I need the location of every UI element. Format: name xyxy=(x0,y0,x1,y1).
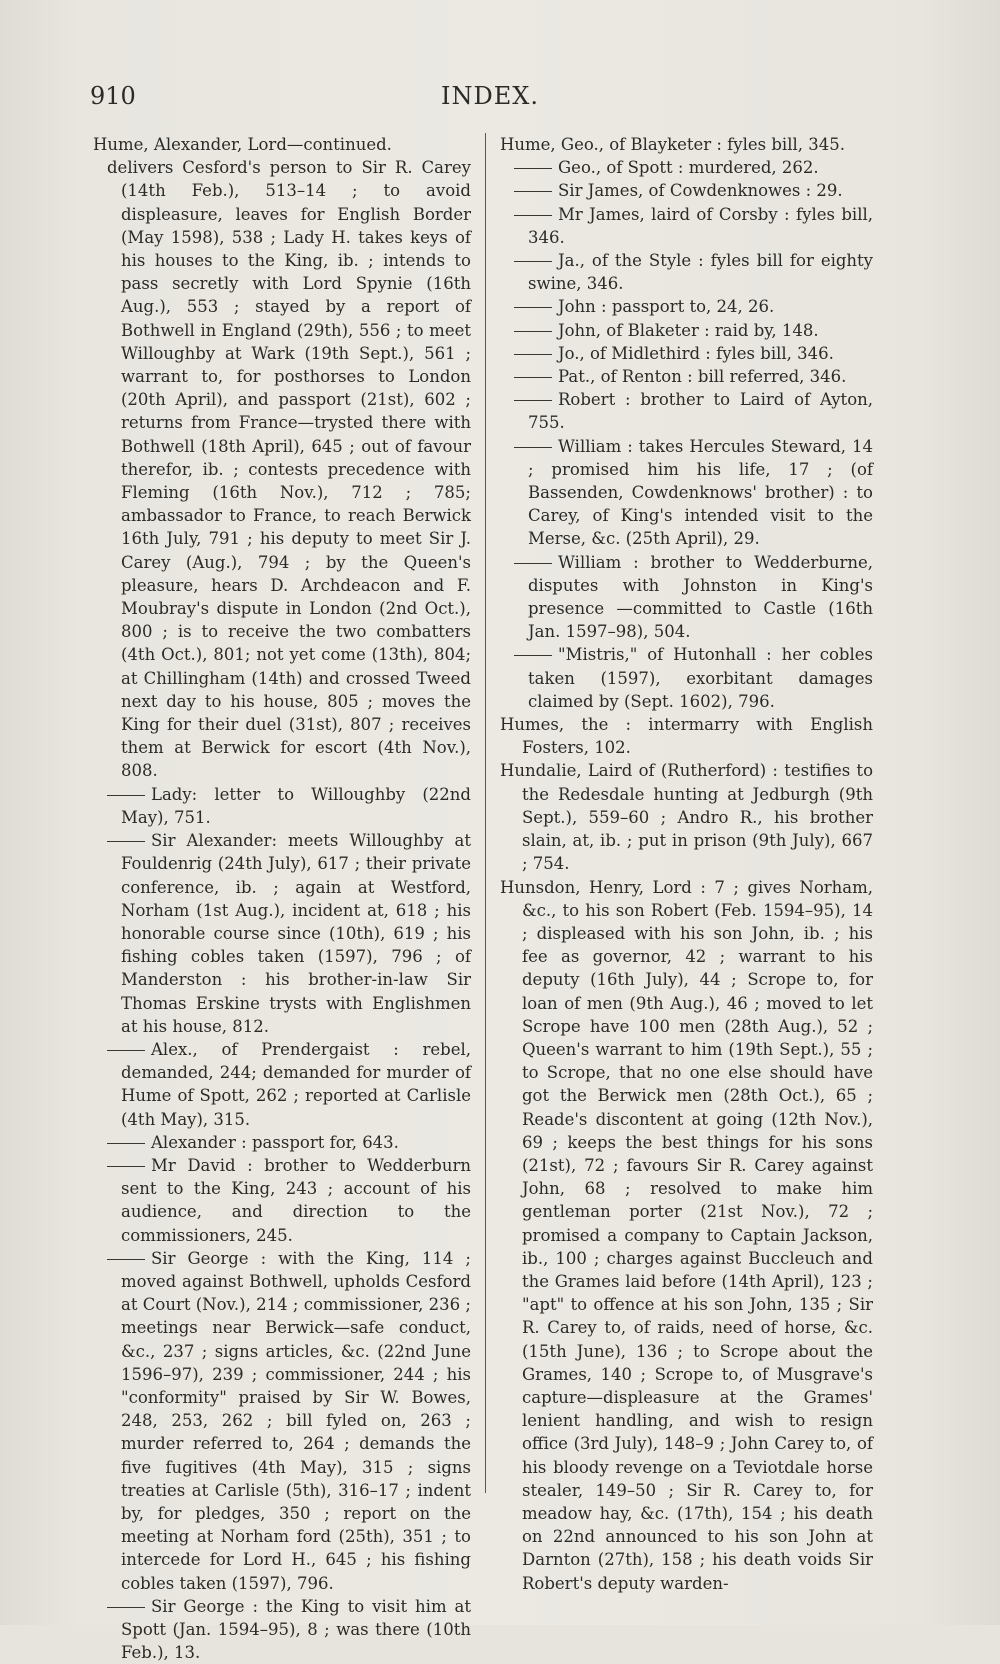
index-entry xyxy=(93,156,471,782)
index-entry-text: Sir James, of Cowdenknowes : 29. xyxy=(558,181,843,201)
index-entry-text: Jo., of Midlethird : fyles bill, 346. xyxy=(558,343,834,363)
index-entry-text: Hunsdon, Henry, Lord : 7 ; gives Norham, &c., to his son Robert (Feb. 1594–95), 14 ; displeased with his son John, ib. ; his fee as governor, 42 ; warrant to his deputy (16th July), 44 ; Scrope to, for loan of men (9th Aug.), 46 ; moved to let Scrope have 100 men (28th Aug.), 52 ; Queen's warrant to him (19th Sept.), 55 ; to Scrope, that no one else should have got the Berwick men (28th Oct.), 65 ; Reade's discontent at going (12th Nov.), 69 ; keeps the best things for his sons (21st), 72 ; favours Sir R. Carey against John, 68 ; resolved to make him gentleman porter (21st Nov.), 72 ; promised a company to Captain Jackson, ib., 100 ; charges against Buccleuch and the Grames laid before (14th April), 123 ; "apt" to offence at his son John, 135 ; Sir R. Carey to, of raids, need of horse, &c. (15th June), 136 ; to Scrope about the Grames, 140 ; Scrope to, of Musgrave's capture—displeasure at the Grames' lenient handling, and wish to resign office (3rd July), 148–9 ; John Carey to, of his bloody revenge on a Teviotdale horse stealer, 149–50 ; Sir R. Carey to, for meadow hay, &c. (17th), 154 ; his death on 22nd announced to his son John at Darnton (27th), 158 ; his death voids Sir Robert's deputy warden- xyxy=(500,877,873,1593)
left-column xyxy=(93,133,471,1664)
index-entry xyxy=(500,295,873,318)
index-entry xyxy=(93,783,471,829)
index-entry xyxy=(500,365,873,388)
index-entry-text: Hume, Geo., of Blayketer : fyles bill, 345. xyxy=(500,135,845,154)
right-column xyxy=(500,133,873,1595)
index-entry-text: William : takes Hercules Steward, 14 ; promised him his life, 17 ; (of Bassenden, Cowdenknows' brother) : to Carey, of King's intended visit to the Merse, &c. (25th April), 29. xyxy=(528,436,873,549)
index-entry xyxy=(93,1131,471,1154)
column-divider xyxy=(485,133,486,1493)
index-entry xyxy=(93,133,471,156)
index-entry-text: delivers Cesford's person to Sir R. Carey (14th Feb.), 513–14 ; to avoid displeasure, leaves for English Border (May 1598), 538 ; Lady H. takes keys of his houses to the King, ib. ; intends to pass secretly with Lord Spynie (16th Aug.), 553 ; stayed by a report of Bothwell in England (29th), 556 ; to meet Willoughby at Wark (19th Sept.), 561 ; warrant to, for posthorses to London (20th April), and passport (21st), 602 ; returns from France—trysted there with Bothwell (18th April), 645 ; out of favour therefor, ib. ; contests precedence with Fleming (16th Nov.), 712 ; 785; ambassador to France, to reach Berwick 16th July, 791 ; his deputy to meet Sir J. Carey (Aug.), 794 ; by the Queen's pleasure, hears D. Archdeacon and F. Moubray's dispute in London (2nd Oct.), 800 ; is to receive the two combatters (4th Oct.), 801; not yet come (13th), 804; at Chillingham (14th) and crossed Tweed next day to his house, 805 ; moves the King for their duel (31st), 807 ; receives them at Berwick for escort (4th Nov.), 808. xyxy=(107,158,471,781)
ditto-dash xyxy=(514,400,552,401)
index-entry xyxy=(500,551,873,644)
index-entry-text: Pat., of Renton : bill referred, 346. xyxy=(558,367,847,387)
index-entry xyxy=(500,342,873,365)
index-entry xyxy=(500,319,873,342)
ditto-dash xyxy=(107,1259,145,1260)
index-entry-text: Lady: letter to Willoughby (22nd May), 751. xyxy=(121,784,471,827)
index-entry-text: John, of Blaketer : raid by, 148. xyxy=(558,320,819,340)
index-entry-text: Ja., of the Style : fyles bill for eighty swine, 346. xyxy=(528,251,873,294)
index-entry-text: Robert : brother to Laird of Ayton, 755. xyxy=(528,390,873,433)
index-entry-text: Hundalie, Laird of (Rutherford) : testifies to the Redesdale hunting at Jedburgh (9th Sept.), 559–60 ; Andro R., his brother slain, at, ib. ; put in prison (9th July), 667 ; 754. xyxy=(500,761,873,874)
index-entry xyxy=(93,1595,471,1664)
index-entry xyxy=(500,179,873,202)
index-entry xyxy=(93,1038,471,1131)
ditto-dash xyxy=(107,1607,145,1608)
index-entry-text: Sir George : with the King, 114 ; moved against Bothwell, upholds Cesford at Court (Nov.), 214 ; commissioner, 236 ; meetings near Berwick—safe conduct, &c., 237 ; signs articles, &c. (22nd June 1596–97), 239 ; commissioner, 244 ; his "conformity" praised by Sir W. Bowes, 248, 253, 262 ; bill fyled on, 263 ; murder referred to, 264 ; demands the five fugitives (4th May), 315 ; signs treaties at Carlisle (5th), 316–17 ; indent by, for pledges, 350 ; report on the meeting at Norham ford (25th), 351 ; to intercede for Lord H., 645 ; his fishing cobles taken (1597), 796. xyxy=(121,1248,471,1593)
ditto-dash xyxy=(514,377,552,378)
index-entry xyxy=(93,829,471,1038)
ditto-dash xyxy=(514,191,552,192)
ditto-dash xyxy=(107,841,145,842)
index-entry-text: Alexander : passport for, 643. xyxy=(151,1132,399,1152)
page-title: INDEX. xyxy=(441,82,539,110)
index-entry-text: William : brother to Wedderburne, disputes with Johnston in King's presence —committed to Castle (16th Jan. 1597–98), 504. xyxy=(528,552,873,642)
ditto-dash xyxy=(514,261,552,262)
index-entry-text: John : passport to, 24, 26. xyxy=(558,297,775,317)
ditto-dash xyxy=(514,563,552,564)
ditto-dash xyxy=(107,795,145,796)
ditto-dash xyxy=(107,1143,145,1144)
index-entry-text: Hume, Alexander, Lord—continued. xyxy=(93,135,392,154)
ditto-dash xyxy=(107,1166,145,1167)
index-entry-text: Mr James, laird of Corsby : fyles bill, 346. xyxy=(528,204,873,247)
index-entry xyxy=(500,203,873,249)
ditto-dash xyxy=(514,447,552,448)
ditto-dash xyxy=(514,215,552,216)
index-entry xyxy=(500,759,873,875)
index-entry xyxy=(93,1154,471,1247)
ditto-dash xyxy=(107,1050,145,1051)
ditto-dash xyxy=(514,168,552,169)
index-entry-text: Humes, the : intermarry with English Fosters, 102. xyxy=(500,715,873,758)
ditto-dash xyxy=(514,307,552,308)
index-entry-text: Sir George : the King to visit him at Spott (Jan. 1594–95), 8 ; was there (10th Feb.), 13. xyxy=(121,1596,471,1663)
index-entry-text: Mr David : brother to Wedderburn sent to the King, 243 ; account of his audience, and direction to the commissioners, 245. xyxy=(121,1155,471,1245)
index-entry-text: Alex., of Prendergaist : rebel, demanded, 244; demanded for murder of Hume of Spott, 262 ; reported at Carlisle (4th May), 315. xyxy=(121,1039,471,1129)
index-entry-text: "Mistris," of Hutonhall : her cobles taken (1597), exorbitant damages claimed by (Sept. 1602), 796. xyxy=(528,645,873,711)
index-entry xyxy=(500,249,873,295)
index-entry-text: Sir Alexander: meets Willoughby at Fouldenrig (24th July), 617 ; their private conference, ib. ; again at Westford, Norham (1st Aug.), incident at, 618 ; his honorable course since (10th), 619 ; his fishing cobles taken (1597), 796 ; of Manderston : his brother-in-law Sir Thomas Erskine trysts with Englishmen at his house, 812. xyxy=(121,831,471,1036)
index-entry xyxy=(500,388,873,434)
index-entry xyxy=(500,876,873,1595)
ditto-dash xyxy=(514,354,552,355)
ditto-dash xyxy=(514,655,552,656)
page-number: 910 xyxy=(90,82,136,110)
index-entry xyxy=(500,133,873,156)
index-entry xyxy=(500,713,873,759)
index-entry-text: Geo., of Spott : murdered, 262. xyxy=(558,158,819,178)
index-entry xyxy=(500,435,873,551)
index-entry xyxy=(93,1247,471,1595)
page-header xyxy=(90,82,890,122)
index-entry xyxy=(500,643,873,713)
ditto-dash xyxy=(514,331,552,332)
index-entry xyxy=(500,156,873,179)
